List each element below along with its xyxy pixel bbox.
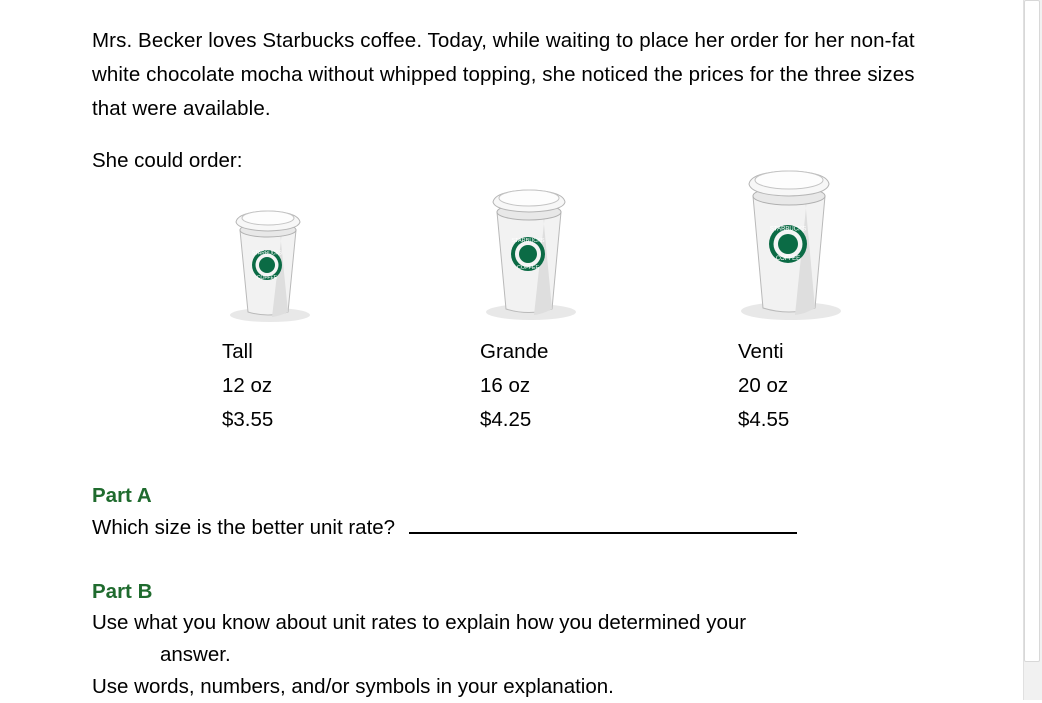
option-venti xyxy=(738,335,789,437)
part-b-line-2: answer. xyxy=(160,643,231,666)
coffee-cup-icon xyxy=(473,180,585,320)
part-a-question-row xyxy=(92,511,972,545)
cup-image-venti xyxy=(694,152,884,320)
option-grande xyxy=(480,335,548,437)
option-name: Venti xyxy=(738,340,784,363)
part-b-section xyxy=(92,577,972,703)
option-price: $4.25 xyxy=(480,408,532,431)
cup-image-tall xyxy=(188,152,348,322)
part-b-line-1: Use what you know about unit rates to explain how you determined your xyxy=(92,611,747,634)
option-name: Grande xyxy=(480,340,549,363)
option-name: Tall xyxy=(222,340,253,363)
option-size: 16 oz xyxy=(480,374,531,397)
part-a-heading: Part A xyxy=(92,484,152,507)
document-content xyxy=(92,24,972,703)
option-tall xyxy=(222,335,273,437)
intro-paragraph: Mrs. Becker loves Starbucks coffee. Today, while waiting to place her order for her non-fat white chocolate mocha without whipped topping, she noticed the prices for the three sizes that were available. xyxy=(92,29,915,120)
svg-text:COFFEE: COFFEE xyxy=(516,265,540,271)
cup-images-row xyxy=(92,152,972,327)
option-price: $3.55 xyxy=(222,408,274,431)
option-size: 20 oz xyxy=(738,374,789,397)
svg-text:COFFEE: COFFEE xyxy=(775,256,801,262)
cup-image-grande xyxy=(444,152,614,320)
svg-text:STARBUCKS: STARBUCKS xyxy=(251,250,283,257)
part-a-section xyxy=(92,481,972,545)
scrollbar-track[interactable] xyxy=(1023,0,1042,700)
cup-labels-row xyxy=(92,335,972,445)
part-b-line-3: Use words, numbers, and/or symbols in your explanation. xyxy=(92,675,614,698)
option-size: 12 oz xyxy=(222,374,273,397)
lead-in-text: She could order: xyxy=(92,149,243,172)
svg-text:STARBUCKS: STARBUCKS xyxy=(769,226,807,233)
coffee-cup-icon xyxy=(727,160,851,320)
part-a-answer-blank[interactable] xyxy=(409,513,797,534)
coffee-cup-icon xyxy=(218,202,318,322)
part-a-question: Which size is the better unit rate? xyxy=(92,516,396,539)
option-price: $4.55 xyxy=(738,408,790,431)
scrollbar-thumb[interactable] xyxy=(1024,0,1040,662)
svg-text:STARBUCKS: STARBUCKS xyxy=(511,238,545,244)
svg-text:COFFEE: COFFEE xyxy=(256,275,278,281)
part-b-heading: Part B xyxy=(92,580,153,603)
